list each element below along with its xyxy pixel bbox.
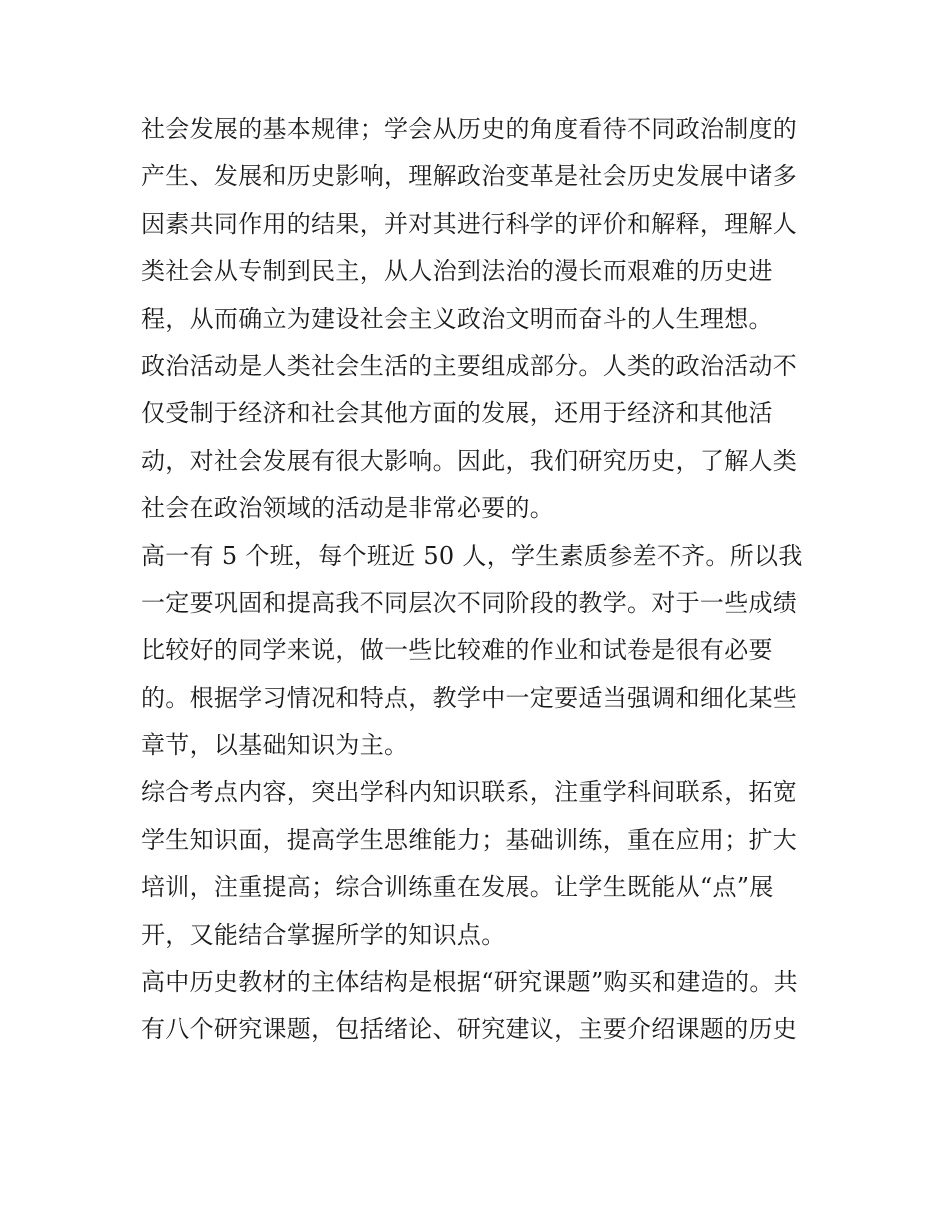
text-line: 社会发展的基本规律；学会从历史的角度看待不同政治制度的 xyxy=(141,115,798,143)
text-line: 产生、发展和历史影响，理解政治变革是社会历史发展中诸多 xyxy=(141,162,798,191)
text-line: 动，对社会发展有很大影响。因此，我们研究历史，了解人类 xyxy=(141,446,798,475)
text-line: 一定要巩固和提高我不同层次不同阶段的教学。对于一些成绩 xyxy=(141,588,798,617)
text-line: 学生知识面，提高学生思维能力；基础训练，重在应用；扩大 xyxy=(141,825,798,854)
text-line: 因素共同作用的结果，并对其进行科学的评价和解释，理解人 xyxy=(141,209,798,238)
document-body xyxy=(141,106,811,1054)
text-line: 的。根据学习情况和特点，教学中一定要适当强调和细化某些 xyxy=(141,683,798,712)
text-line: 高一有 5 个班，每个班近 50 人，学生素质参差不齐。所以我 xyxy=(141,541,803,570)
text-line: 有八个研究课题，包括绪论、研究建议，主要介绍课题的历史 xyxy=(141,1015,798,1044)
text-line: 仅受制于经济和社会其他方面的发展，还用于经济和其他活 xyxy=(141,399,773,428)
text-line: 培训，注重提高；综合训练重在发展。让学生既能从“点”展 xyxy=(141,873,774,902)
text-line: 开，又能结合掌握所学的知识点。 xyxy=(141,920,506,949)
text-line: 类社会从专制到民主，从人治到法治的漫长而艰难的历史进 xyxy=(141,257,773,286)
text-line: 高中历史教材的主体结构是根据“研究课题”购买和建造的。共 xyxy=(141,968,798,997)
text-line: 比较好的同学来说，做一些比较难的作业和试卷是很有必要 xyxy=(141,636,773,665)
text-line: 政治活动是人类社会生活的主要组成部分。人类的政治活动不 xyxy=(141,351,798,380)
text-line: 社会在政治领域的活动是非常必要的。 xyxy=(141,494,555,523)
text-line: 程，从而确立为建设社会主义政治文明而奋斗的人生理想。 xyxy=(141,304,773,333)
text-line: 章节，以基础知识为主。 xyxy=(141,731,409,760)
text-line: 综合考点内容，突出学科内知识联系，注重学科间联系，拓宽 xyxy=(141,778,798,807)
